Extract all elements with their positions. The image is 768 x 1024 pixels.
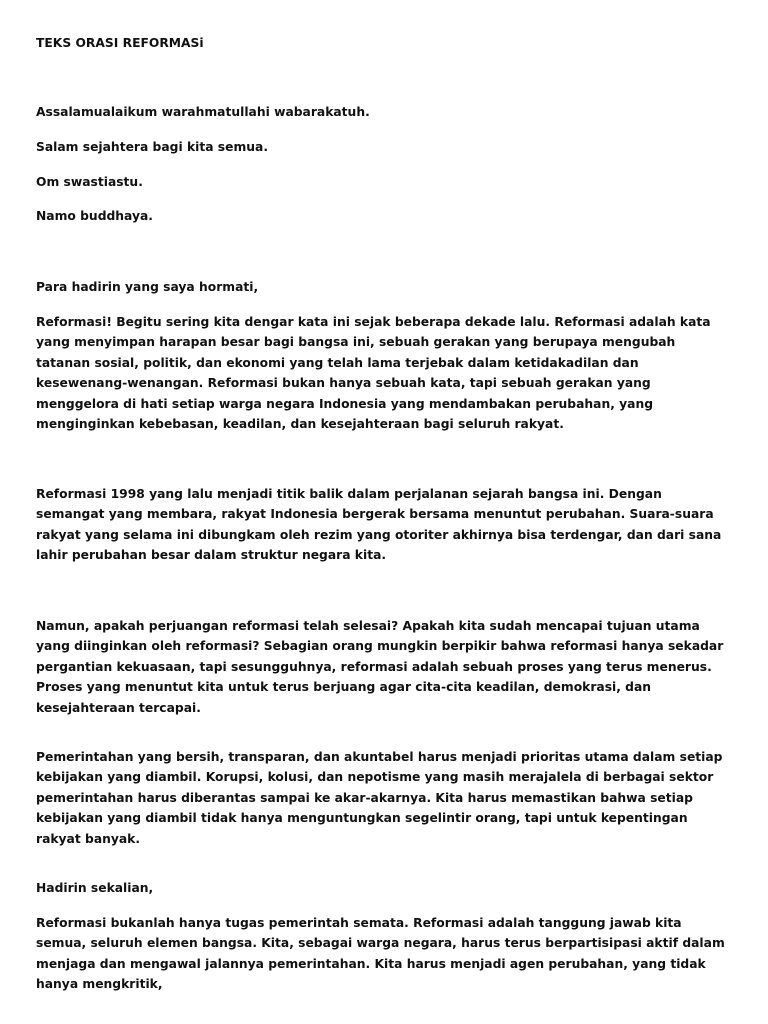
body-paragraph: Reformasi bukanlah hanya tugas pemerintah semata. Reformasi adalah tanggung jawab kita semua, seluruh elemen bangsa. Kita, sebagai warga negara, harus terus berpartisipasi aktif dalam menjaga dan mengawal jalannya pemerintahan. Kita harus menjadi agen perubahan, yang tidak hanya mengkritik, <box>36 916 725 992</box>
greeting-line: Assalamualaikum warahmatullahi wabarakatuh. <box>36 105 370 119</box>
salutation-line: Hadirin sekalian, <box>36 881 154 895</box>
document-title: TEKS ORASI REFORMASi <box>36 36 204 50</box>
greeting-line: Om swastiastu. <box>36 175 143 189</box>
greeting-line: Salam sejahtera bagi kita semua. <box>36 140 268 154</box>
greeting-line: Namo buddhaya. <box>36 209 153 223</box>
body-paragraph: Reformasi 1998 yang lalu menjadi titik balik dalam perjalanan sejarah bangsa ini. Dengan semangat yang membara, rakyat Indonesia bergerak bersama menuntut perubahan. Suara-suara rakyat yang selama ini dibungkam oleh rezim yang otoriter akhirnya bisa terdengar, dan dari sana lahir perubahan besar dalam struktur negara kita. <box>36 487 722 563</box>
body-paragraph: Namun, apakah perjuangan reformasi telah selesai? Apakah kita sudah mencapai tujuan utama yang diinginkan oleh reformasi? Sebagian orang mungkin berpikir bahwa reformasi hanya sekadar pergantian kekuasaan, tapi sesungguhnya, reformasi adalah sebuah proses yang terus menerus. Proses yang menuntut kita untuk terus berjuang agar cita-cita keadilan, demokrasi, dan kesejahteraan tercapai. <box>36 619 724 715</box>
body-paragraph: Pemerintahan yang bersih, transparan, dan akuntabel harus menjadi prioritas utama dalam setiap kebijakan yang diambil. Korupsi, kolusi, dan nepotisme yang masih merajalela di berbagai sektor pemerintahan harus diberantas sampai ke akar-akarnya. Kita harus memastikan bahwa setiap kebijakan yang diambil tidak hanya menguntungkan segelintir orang, tapi untuk kepentingan rakyat banyak. <box>36 750 723 846</box>
salutation-line: Para hadirin yang saya hormati, <box>36 280 259 294</box>
body-paragraph: Reformasi! Begitu sering kita dengar kata ini sejak beberapa dekade lalu. Reformasi adalah kata yang menyimpan harapan besar bagi bangsa ini, sebuah gerakan yang berupaya mengubah tatanan sosial, politik, dan ekonomi yang telah lama terjebak dalam ketidakadilan dan kesewenang-wenangan. Reformasi bukan hanya sebuah kata, tapi sebuah gerakan yang menggelora di hati setiap warga negara Indonesia yang mendambakan perubahan, yang menginginkan kebebasan, keadilan, dan kesejahteraan bagi seluruh rakyat. <box>36 315 711 432</box>
